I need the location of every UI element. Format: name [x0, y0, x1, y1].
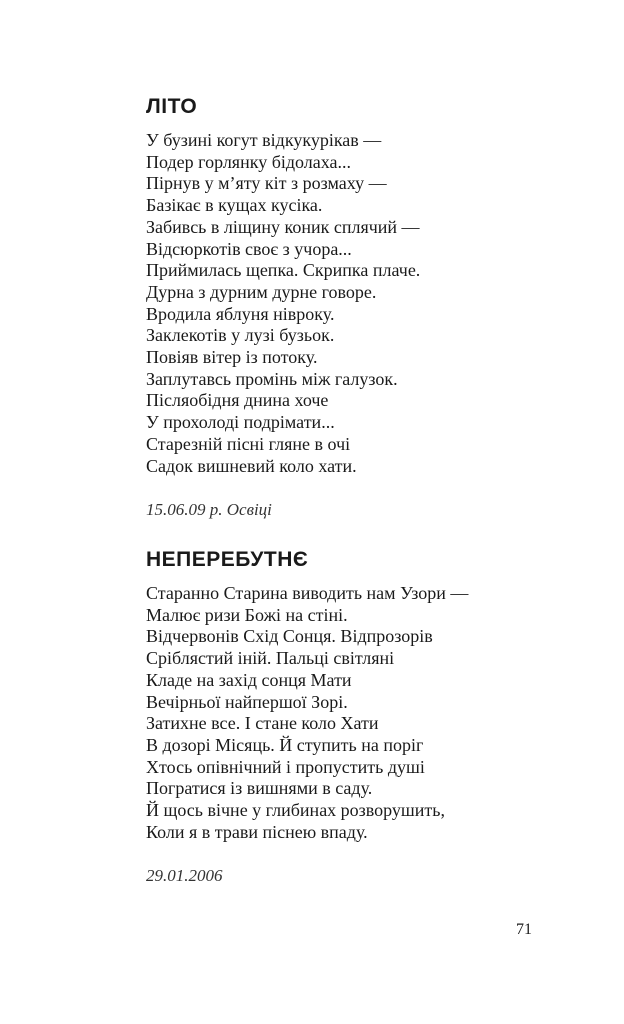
poem-neperebutne [146, 547, 586, 887]
poem-line: Базікає в кущах кусіка. [146, 195, 323, 216]
poem-line: Вродила яблуня нівроку. [146, 303, 335, 324]
poem-line: Приймилась щепка. Скрипка плаче. [146, 260, 421, 281]
poem-lines [146, 583, 586, 843]
poem-date: 15.06.09 р. Освіці [146, 500, 272, 520]
poem-line: Затихне все. І стане коло Хати [146, 713, 379, 734]
poem-line: Пірнув у м’яту кіт з розмаху — [146, 173, 387, 194]
poem-line: Коли я в трави піснею впаду. [146, 821, 368, 842]
poem-title: НЕПЕРЕБУТНЄ [146, 548, 309, 571]
poem-line: У прохолоді подрімати... [146, 412, 335, 433]
poem-date: 29.01.2006 [146, 866, 223, 886]
poem-line: Садок вишневий коло хати. [146, 455, 357, 476]
poem-line: Й щось вічне у глибинах розворушить, [146, 800, 445, 821]
page-number: 71 [516, 921, 532, 938]
poem-line: Сріблястий іній. Пальці світляні [146, 648, 395, 669]
poem-line: В дозорі Місяць. Й ступить на поріг [146, 734, 424, 755]
poem-line: Малює ризи Божі на стіні. [146, 604, 348, 625]
poem-line: Хтось опівнічний і пропустить душі [146, 756, 425, 777]
poem-line: Післяобідня днина хоче [146, 390, 329, 411]
poem-line: Заплутавсь промінь між галузок. [146, 368, 398, 389]
poem-line: Старанно Старина виводить нам Узори — [146, 583, 469, 603]
poem-line: Вечірньої найпершої Зорі. [146, 691, 348, 712]
poem-line: Погратися із вишнями в саду. [146, 778, 373, 799]
poem-lines [146, 130, 586, 477]
poem-lito [146, 94, 586, 521]
poem-line: Відсюркотів своє з учора... [146, 238, 352, 259]
poem-title: ЛІТО [146, 95, 198, 118]
poem-line: Заклекотів у лузі бузьок. [146, 325, 335, 346]
poem-line: Повіяв вітер із потоку. [146, 347, 318, 368]
poem-line: Кладе на захід сонця Мати [146, 669, 352, 690]
poem-line: Дурна з дурним дурне говоре. [146, 281, 377, 302]
poem-line: Старезній пісні гляне в очі [146, 433, 351, 454]
poem-line: У бузині когут відкукурікав — [146, 130, 382, 150]
poem-line: Забивсь в ліщину коник сплячий — [146, 216, 420, 237]
poem-line: Подер горлянку бідолаха... [146, 151, 352, 172]
poem-line: Відчервонів Схід Сонця. Відпрозорів [146, 626, 433, 647]
